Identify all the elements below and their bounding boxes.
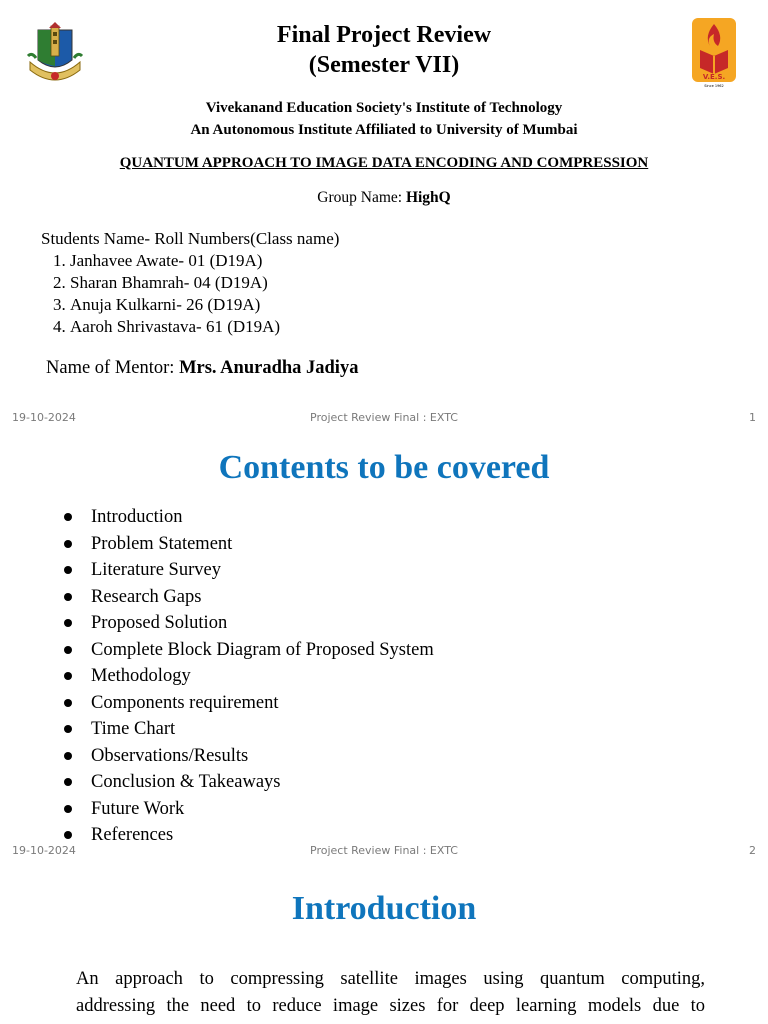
- mentor-name: Mrs. Anuradha Jadiya: [179, 358, 359, 378]
- list-item: Future Work: [62, 796, 434, 823]
- ves-logo-text: V.E.S.: [702, 73, 726, 81]
- slide1-title-line1: Final Project Review: [276, 22, 492, 48]
- list-item: Introduction: [62, 504, 434, 531]
- slide1-footer-page: 1: [749, 411, 756, 424]
- project-title: QUANTUM APPROACH TO IMAGE DATA ENCODING AND COMPRESSION: [119, 155, 649, 171]
- introduction-line: addressing the need to reduce image sizes for deep learning models due to: [76, 996, 705, 1016]
- contents-list-block: [62, 504, 434, 849]
- introduction-title: Introduction: [291, 890, 477, 927]
- students-list: [41, 250, 339, 338]
- mentor-line: [46, 358, 358, 379]
- slide1-title-line2: (Semester VII): [308, 52, 460, 78]
- list-item: Proposed Solution: [62, 610, 434, 637]
- list-item: Time Chart: [62, 716, 434, 743]
- slide1-footer-date: 19-10-2024: [12, 411, 76, 424]
- list-item: Literature Survey: [62, 557, 434, 584]
- students-list-block: [41, 228, 339, 338]
- slide2-footer-center: Project Review Final : EXTC: [310, 844, 458, 857]
- list-item: Conclusion & Takeaways: [62, 769, 434, 796]
- group-name-value: HighQ: [405, 189, 451, 206]
- contents-list: [62, 504, 434, 849]
- list-item: Research Gaps: [62, 584, 434, 611]
- student-item: 4. Aaroh Shrivastava- 61 (D19A): [70, 316, 339, 338]
- institute-name: Vivekanand Education Society's Institute of Technology: [205, 100, 563, 116]
- student-item: 2. Sharan Bhamrah- 04 (D19A): [70, 272, 339, 294]
- introduction-line: An approach to compressing satellite images using quantum computing,: [76, 969, 705, 989]
- institute-affiliation: An Autonomous Institute Affiliated to University of Mumbai: [190, 122, 578, 138]
- list-item: Methodology: [62, 663, 434, 690]
- slide2-footer-page: 2: [749, 844, 756, 857]
- introduction-paragraph: [76, 966, 705, 1020]
- student-item: 1. Janhavee Awate- 01 (D19A): [70, 250, 339, 272]
- group-name-label: Group Name:: [317, 189, 406, 206]
- list-item: Components requirement: [62, 690, 434, 717]
- list-item: Problem Statement: [62, 531, 434, 558]
- slide1-footer-center: Project Review Final : EXTC: [310, 411, 458, 424]
- mentor-label: Name of Mentor:: [46, 358, 180, 378]
- student-item: 3. Anuja Kulkarni- 26 (D19A): [70, 294, 339, 316]
- list-item: References: [62, 822, 434, 849]
- contents-title: Contents to be covered: [218, 449, 550, 486]
- students-heading: Students Name- Roll Numbers(Class name): [41, 229, 340, 248]
- list-item: Complete Block Diagram of Proposed System: [62, 637, 434, 664]
- slide2-footer-date: 19-10-2024: [12, 844, 76, 857]
- list-item: Observations/Results: [62, 743, 434, 770]
- ves-logo-subtext: Since 1962: [704, 84, 724, 88]
- group-name-line: [0, 189, 768, 207]
